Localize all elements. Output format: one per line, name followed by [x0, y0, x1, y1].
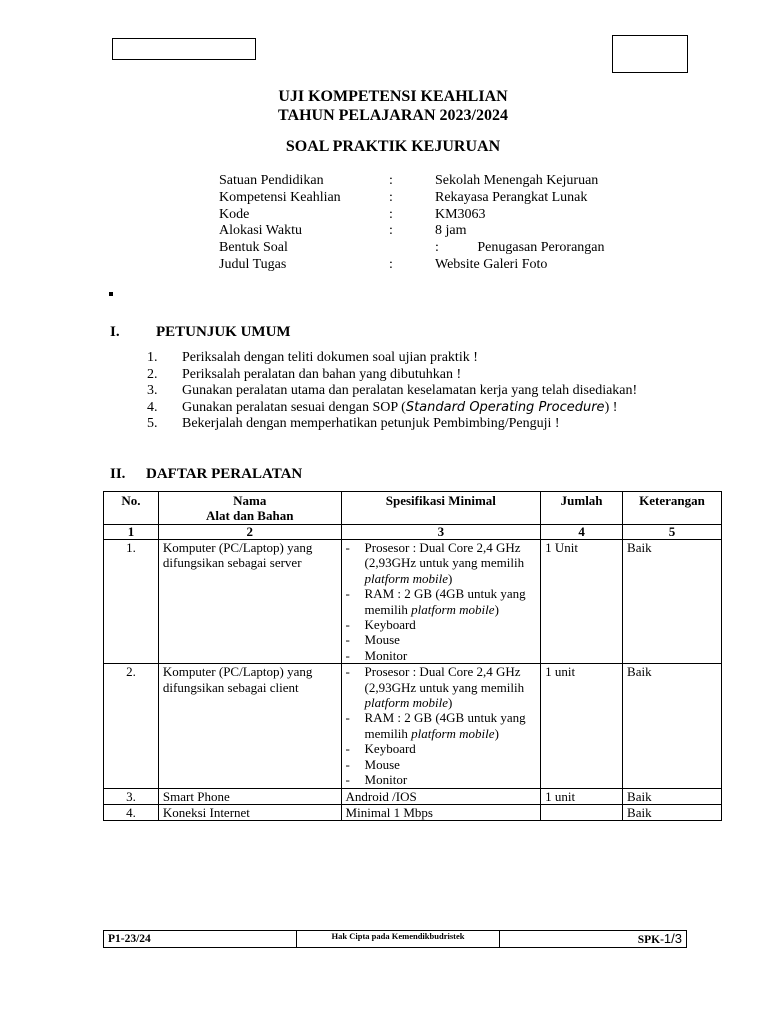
- spec-text-part: Prosesor : Dual Core 2,4 GHz (2,93GHz untuk yang memilih: [364, 540, 525, 571]
- spec-text: [365, 540, 537, 586]
- header-spesifikasi: Spesifikasi Minimal: [341, 492, 541, 525]
- cell-jumlah: [541, 804, 623, 820]
- spec-dash: -: [345, 617, 350, 633]
- list-text: Bekerjalah dengan memperhatikan petunjuk Pembimbing/Penguji !: [182, 416, 560, 432]
- spec-text-part: ): [447, 570, 453, 586]
- header-nama-line: Nama: [233, 493, 267, 508]
- info-colon: :: [389, 206, 393, 222]
- sop-italic-text: Standard Operating Procedure: [405, 399, 605, 415]
- cell-no: 2.: [104, 664, 159, 788]
- spec-dash: -: [345, 710, 350, 726]
- table-header-row: [104, 492, 722, 525]
- header-left-box: [112, 38, 256, 60]
- info-value: 8 jam: [435, 223, 467, 239]
- spec-item: [346, 632, 537, 647]
- cell-no: 3.: [104, 788, 159, 804]
- info-colon: :: [389, 256, 393, 272]
- info-value: Sekolah Menengah Kejuruan: [435, 173, 599, 188]
- index-cell: 4: [541, 525, 623, 540]
- spec-text: [365, 664, 537, 710]
- spec-italic: platform mobile: [364, 570, 448, 586]
- spec-item: [346, 664, 537, 710]
- footer-page-number: 1/3: [663, 931, 682, 946]
- table-row: [104, 804, 722, 820]
- cell-nama: Koneksi Internet: [158, 804, 341, 820]
- info-label: Alokasi Waktu: [219, 223, 302, 239]
- header-no: No.: [104, 492, 159, 525]
- spec-text-part: RAM : 2 GB (4GB untuk yang memilih: [364, 586, 526, 617]
- info-label: Kode: [219, 206, 250, 222]
- doc-title: UJI KOMPETENSI KEAHLIAN: [278, 88, 508, 105]
- index-cell: 2: [158, 525, 341, 540]
- doc-subtitle: SOAL PRAKTIK KEJURUAN: [285, 138, 501, 155]
- table-index-row: [104, 525, 722, 540]
- info-colon: :: [389, 223, 393, 239]
- spec-text-part: ): [494, 601, 499, 617]
- info-value: Rekayasa Perangkat Lunak: [435, 189, 588, 205]
- list-text: Gunakan peralatan utama dan peralatan keselamatan kerja yang telah disediakan!: [182, 383, 638, 399]
- cell-keterangan: Baik: [623, 664, 722, 788]
- info-row: [219, 207, 715, 224]
- table-row: [104, 788, 722, 804]
- footer-page-prefix: SPK-: [637, 934, 664, 946]
- cell-nama: Smart Phone: [158, 788, 341, 804]
- header-right-box: [612, 35, 688, 73]
- list-number: 1.: [147, 350, 158, 365]
- header-nama-line: Alat dan Bahan: [206, 508, 294, 524]
- bullet-icon: [109, 292, 113, 296]
- list-text: Periksalah peralatan dan bahan yang dibutuhkan !: [182, 366, 462, 382]
- spec-item: [346, 617, 537, 632]
- list-text-part: Gunakan peralatan sesuai dengan SOP (: [182, 399, 406, 415]
- equipment-table: [103, 491, 722, 821]
- spec-dash: -: [345, 756, 350, 772]
- info-table: [219, 173, 715, 274]
- section-heading-peralatan: [110, 466, 302, 483]
- list-text-part: ) !: [604, 399, 618, 415]
- spec-dash: -: [345, 741, 350, 757]
- spec-text: Mouse: [364, 756, 400, 772]
- table-row: [104, 664, 722, 788]
- spec-item: [346, 648, 537, 663]
- page-footer: [103, 930, 687, 948]
- info-row: [219, 257, 715, 274]
- section-heading-petunjuk: [110, 324, 291, 341]
- header-nama: [158, 492, 341, 525]
- spec-text: [365, 710, 537, 741]
- spec-text: Mouse: [364, 632, 400, 648]
- spec-text-part: ): [447, 695, 453, 711]
- spec-item: [346, 540, 537, 586]
- info-value: KM3063: [435, 206, 486, 222]
- spec-text-part: Prosesor : Dual Core 2,4 GHz (2,93GHz untuk yang memilih: [364, 664, 525, 695]
- header-keterangan: Keterangan: [623, 492, 722, 525]
- cell-nama: Komputer (PC/Laptop) yang difungsikan sebagai client: [158, 664, 341, 788]
- info-row: [219, 190, 715, 207]
- cell-spesifikasi: Android /IOS: [341, 788, 541, 804]
- list-text: Periksalah dengan teliti dokumen soal ujian praktik !: [182, 350, 478, 365]
- header-jumlah: Jumlah: [541, 492, 623, 525]
- list-item: [147, 350, 676, 367]
- cell-jumlah: 1 unit: [541, 788, 623, 804]
- instruction-list: [147, 350, 676, 433]
- cell-no: 4.: [104, 804, 159, 820]
- info-label: Satuan Pendidikan: [219, 173, 324, 188]
- list-item: [147, 383, 676, 400]
- doc-year: TAHUN PELAJARAN 2023/2024: [278, 107, 508, 124]
- spec-text: Keyboard: [364, 741, 416, 757]
- table-row: [104, 540, 722, 664]
- list-number: 2.: [147, 366, 158, 382]
- spec-italic: platform mobile: [411, 725, 495, 741]
- spec-list: [346, 540, 537, 663]
- list-number: 3.: [147, 383, 158, 399]
- cell-no: 1.: [104, 540, 159, 664]
- info-value: Website Galeri Foto: [435, 256, 548, 272]
- footer-copyright: Hak Cipta pada Kemendikbudristek: [297, 931, 500, 947]
- cell-jumlah: 1 Unit: [541, 540, 623, 664]
- info-row: [219, 173, 715, 190]
- spec-text: Monitor: [364, 647, 408, 663]
- section-title: PETUNJUK UMUM: [156, 324, 291, 340]
- spec-text: Monitor: [364, 772, 408, 788]
- spec-dash: -: [345, 664, 350, 680]
- spec-text-part: ): [494, 725, 499, 741]
- spec-dash: -: [345, 540, 350, 555]
- info-label: Bentuk Soal: [219, 240, 288, 256]
- spec-item: [346, 772, 537, 787]
- spec-item: [346, 586, 537, 617]
- section-number: II.: [110, 466, 126, 482]
- info-row: [219, 240, 715, 257]
- footer-page: [500, 931, 686, 947]
- info-label: Kompetensi Keahlian: [219, 189, 341, 205]
- list-text: [182, 400, 676, 417]
- footer-code: P1-23/24: [104, 931, 297, 947]
- info-colon: :: [389, 189, 393, 205]
- cell-nama: Komputer (PC/Laptop) yang difungsikan sebagai server: [158, 540, 341, 664]
- spec-dash: -: [345, 647, 350, 663]
- info-colon: [389, 240, 435, 257]
- info-colon: :: [389, 173, 393, 188]
- spec-dash: -: [345, 586, 350, 602]
- spec-text: Keyboard: [364, 617, 416, 633]
- list-number: 5.: [147, 416, 158, 432]
- cell-keterangan: Baik: [623, 788, 722, 804]
- spec-item: [346, 757, 537, 772]
- spec-italic: platform mobile: [411, 601, 495, 617]
- info-value: : Penugasan Perorangan: [435, 240, 605, 256]
- section-title: DAFTAR PERALATAN: [146, 466, 303, 482]
- cell-jumlah: 1 unit: [541, 664, 623, 788]
- cell-keterangan: Baik: [623, 804, 722, 820]
- list-number: 4.: [147, 399, 158, 415]
- spec-dash: -: [345, 632, 350, 648]
- cell-spesifikasi: Minimal 1 Mbps: [341, 804, 541, 820]
- index-cell: 1: [104, 525, 159, 540]
- spec-italic: platform mobile: [364, 695, 448, 711]
- index-cell: 5: [623, 525, 722, 540]
- cell-spesifikasi: [341, 540, 541, 664]
- info-label: Judul Tugas: [219, 256, 287, 272]
- spec-text: [365, 586, 537, 617]
- index-cell: 3: [341, 525, 541, 540]
- list-item: [147, 367, 676, 384]
- info-row: [219, 223, 715, 240]
- cell-keterangan: Baik: [623, 540, 722, 664]
- section-number: I.: [110, 324, 120, 340]
- list-item: [147, 416, 676, 433]
- spec-item: [346, 710, 537, 741]
- spec-text-part: RAM : 2 GB (4GB untuk yang memilih: [364, 710, 526, 741]
- spec-dash: -: [345, 772, 350, 788]
- cell-spesifikasi: [341, 664, 541, 788]
- spec-list: [346, 664, 537, 787]
- list-item: [147, 400, 676, 417]
- spec-item: [346, 741, 537, 756]
